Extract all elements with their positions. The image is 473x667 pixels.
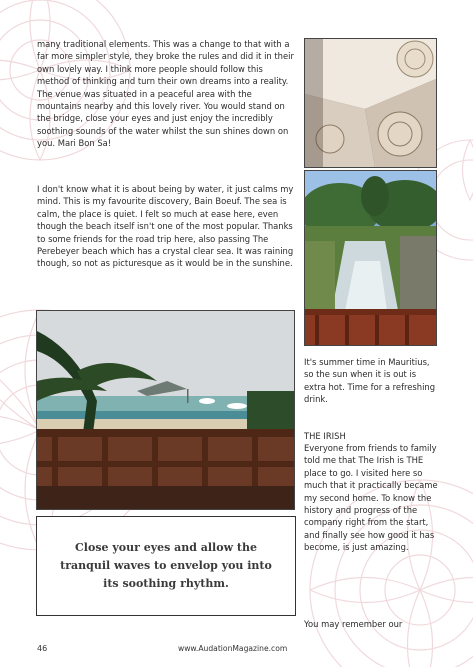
heading-text: THE IRISH [304, 431, 346, 441]
article-paragraph-4 [304, 442, 438, 554]
article-paragraph-3 [304, 356, 438, 406]
pull-quote-text: Close your eyes and allow the tranquil waves to envelop you into its soothing rhythm. [60, 541, 272, 590]
page-number: 46 [37, 644, 48, 653]
photo-beach-bain-boeuf [36, 310, 295, 510]
paragraph-5-text: You may remember our [304, 619, 403, 629]
section-heading-the-irish [304, 430, 438, 442]
paragraph-4-text: Everyone from friends to family told me that The Irish is THE place to go. I visited here so much that it practically became my second home. To know the history and progress of the company right from the start, and finally see how good it has become, is just amazing. [304, 443, 438, 553]
photo-river [304, 170, 437, 346]
footer-website-url: www.AudationMagazine.com [178, 644, 288, 653]
article-paragraph-5 [304, 618, 438, 630]
photo-interior-decor [304, 38, 437, 168]
article-paragraph-1 [37, 38, 295, 150]
pull-quote-box [36, 516, 296, 616]
paragraph-1-text: many traditional elements. This was a change to that with a far more simpler style, they broke the rules and did it in their own lovely way. I think more people should follow this method of thinking and turn their own dreams into a reality. The venue was situated in a peaceful area with the mountains nearby and this lovely river. You would stand on the bridge, close your eyes and just enjoy the incredibly soothing sounds of the water whilst the sun shines down on you. Mari Bon Sa! [37, 39, 294, 149]
paragraph-3-text: It's summer time in Mauritius, so the sun when it is out is extra hot. Time for a refreshing drink. [304, 357, 436, 405]
article-paragraph-2 [37, 183, 295, 270]
paragraph-2-text: I don't know what it is about being by water, it just calms my mind. This is my favourite discovery, Bain Boeuf. The sea is calm, the place is quiet. I felt so much at ease here, even though the beach itself isn't one of the most popular. Thanks to some friends for the road trip here, also passing The Perebeyer beach which has a crystal clear sea. It was raining though, so not as picturesque as it would be in the sunshine. [37, 184, 294, 269]
